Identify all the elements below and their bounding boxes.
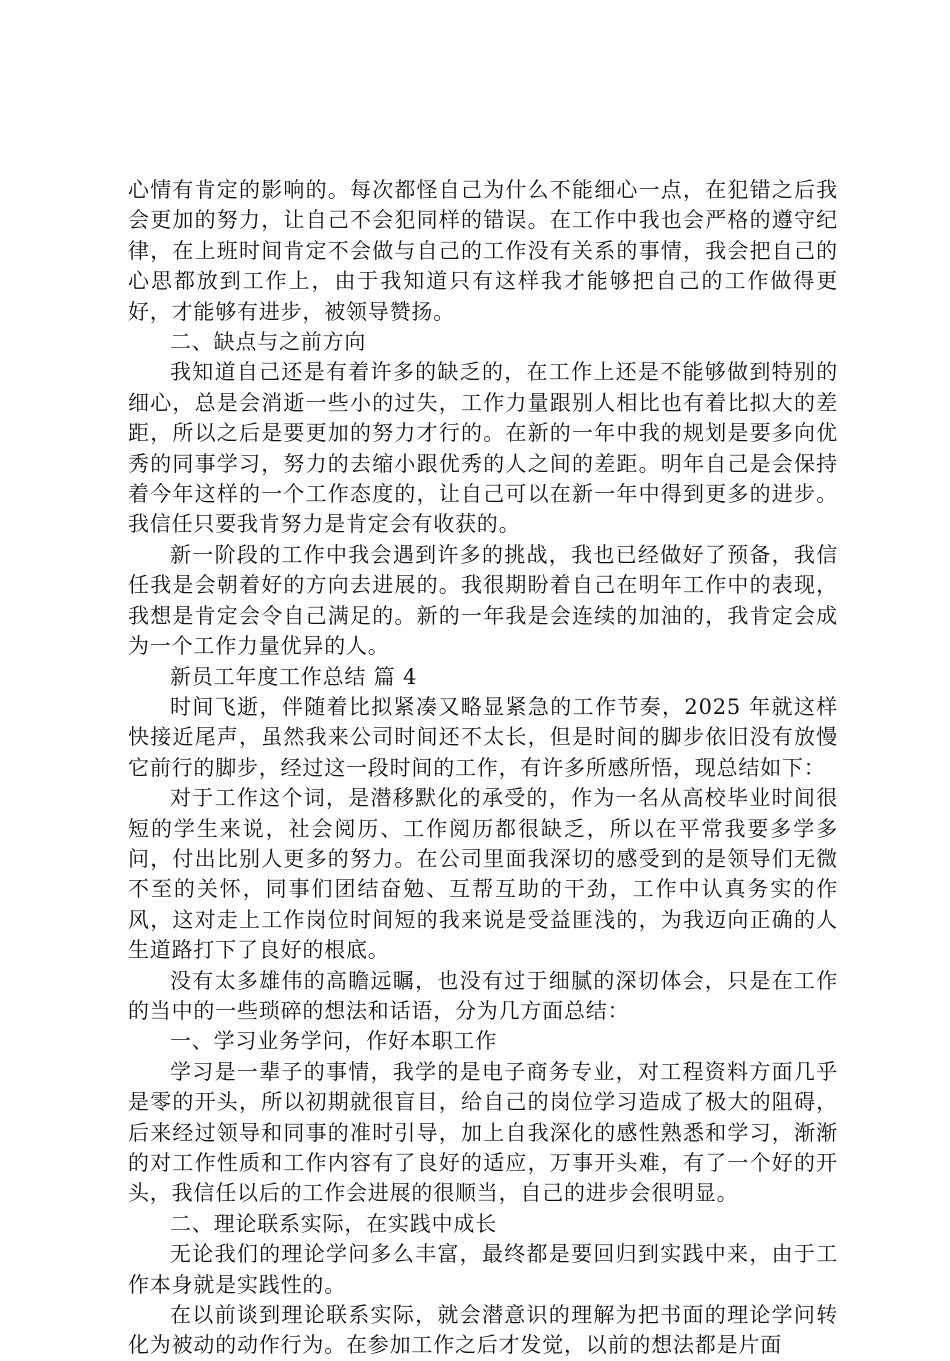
paragraph: 心情有肯定的影响的。每次都怪自己为什么不能细心一点，在犯错之后我会更加的努力，让自己不会犯同样的错误。在工作中我也会严格的遵守纪律，在上班时间肯定不会做与自己的工作没有关系的事情，我会把自己的心思都放到工作上，由于我知道只有这样我才能够把自己的工作做得更好，才能够有进步，被领导赞扬。	[128, 178, 838, 324]
section-heading: 一、学习业务学问，作好本职工作	[170, 1029, 497, 1054]
paragraph: 在以前谈到理论联系实际，就会潜意识的理解为把书面的理论学问转化为被动的动作行为。在参加工作之后才发觉，以前的想法都是片面	[128, 1303, 838, 1358]
document-body	[128, 175, 838, 1361]
paragraph: 无论我们的理论学问多么丰富，最终都是要回归到实践中来，由于工作本身就是实践性的。	[128, 1242, 838, 1297]
paragraph: 学习是一辈子的事情，我学的是电子商务专业，对工程资料方面几乎是零的开头，所以初期就很盲目，给自己的岗位学习造成了极大的阻碍，后来经过领导和同事的准时引导，加上自我深化的感性熟悉和学习，渐渐的对工作性质和工作内容有了良好的适应，万事开头难，有了一个好的开头，我信任以后的工作会进展的很顺当，自己的进步会很明显。	[128, 1059, 838, 1206]
article-title: 新员工年度工作总结 篇 4	[170, 664, 418, 689]
paragraph: 对于工作这个词，是潜移默化的承受的，作为一名从高校毕业时间很短的学生来说，社会阅历、工作阅历都很缺乏，所以在平常我要多学多问，付出比别人更多的努力。在公司里面我深切的感受到的是领导们无微不至的关怀，同事们团结奋勉、互帮互助的干劲，工作中认真务实的作风，这对走上工作岗位时间短的我来说是受益匪浅的，为我迈向正确的人生道路打下了良好的根底。	[128, 786, 838, 963]
section-heading: 二、理论联系实际，在实践中成长	[170, 1211, 497, 1236]
paragraph: 没有太多雄伟的高瞻远瞩，也没有过于细腻的深切体会，只是在工作的当中的一些琐碎的想法和话语，分为几方面总结：	[128, 968, 838, 1023]
paragraph: 时间飞逝，伴随着比拟紧凑又略显紧急的工作节奏，2025 年就这样快接近尾声，虽然我来公司时间还不太长，但是时间的脚步依旧没有放慢它前行的脚步，经过这一段时间的工作，有许多所感所悟，现总结如下：	[128, 694, 838, 780]
paragraph: 新一阶段的工作中我会遇到许多的挑战，我也已经做好了预备，我信任我是会朝着好的方向去进展的。我很期盼着自己在明年工作中的表现，我想是肯定会令自己满足的。新的一年我是会连续的加油的，我肯定会成为一个工作力量优异的人。	[128, 542, 838, 659]
section-heading: 二、缺点与之前方向	[170, 330, 367, 355]
paragraph: 我知道自己还是有着许多的缺乏的，在工作上还是不能够做到特别的细心，总是会消逝一些小的过失，工作力量跟别人相比也有着比拟大的差距，所以之后是要更加的努力才行的。在新的一年中我的规划是要多向优秀的同事学习，努力的去缩小跟优秀的人之间的差距。明年自己是会保持着今年这样的一个工作态度的，让自己可以在新一年中得到更多的进步。我信任只要我肯努力是肯定会有收获的。	[128, 360, 838, 537]
